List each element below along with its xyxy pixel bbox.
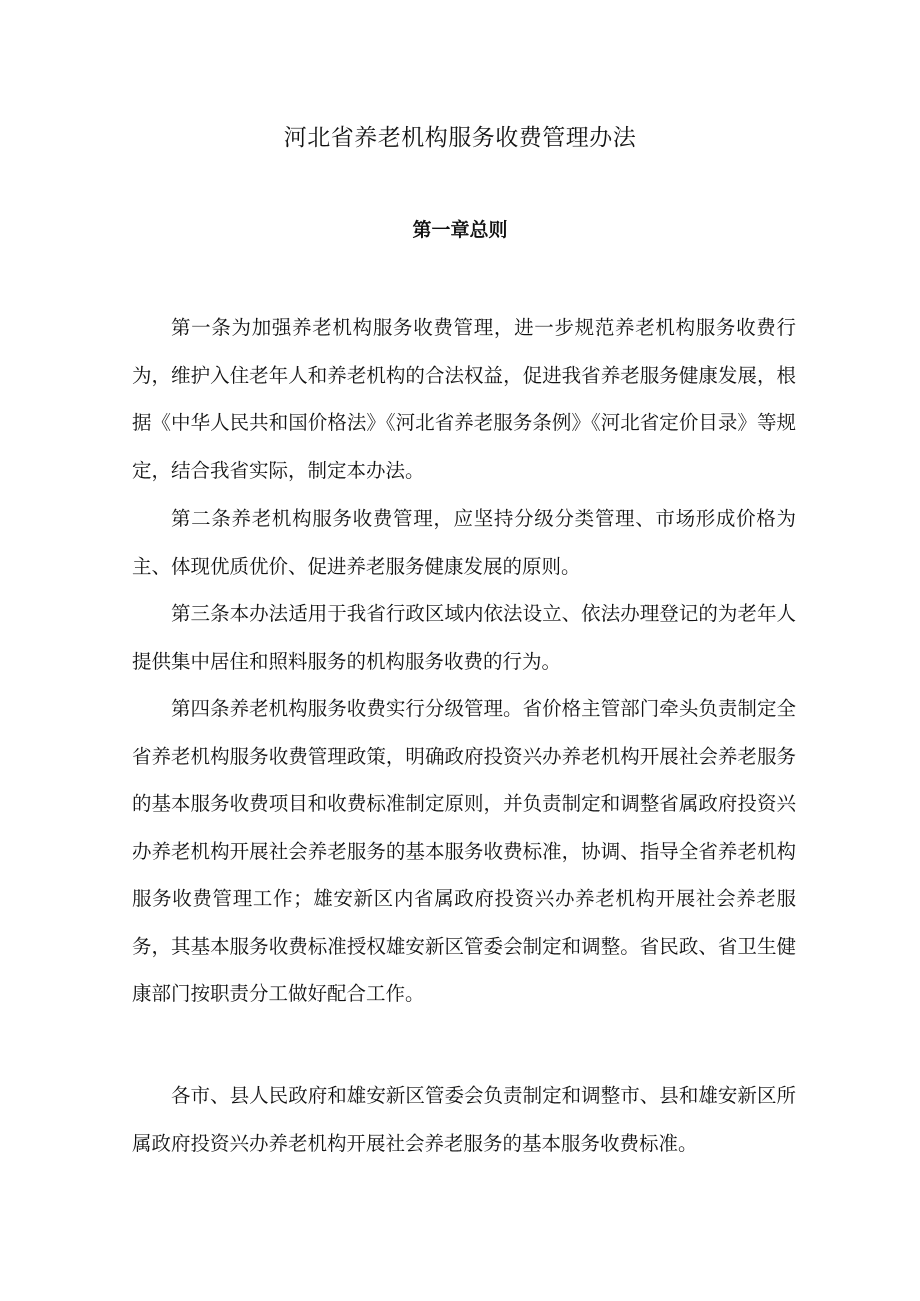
paragraph-article-4-continued: 各市、县人民政府和雄安新区管委会负责制定和调整市、县和雄安新区所属政府投资兴办养老机构开展社会养老服务的基本服务收费标准。	[132, 1084, 796, 1155]
paragraph-article-2: 第二条养老机构服务收费管理，应坚持分级分类管理、市场形成价格为主、体现优质优价、促进养老服务健康发展的原则。	[132, 507, 796, 578]
paragraph-article-4: 第四条养老机构服务收费实行分级管理。省价格主管部门牵头负责制定全省养老机构服务收费管理政策，明确政府投资兴办养老机构开展社会养老服务的基本服务收费项目和收费标准制定原则，并负责制定和调整省属政府投资兴办养老机构开展社会养老服务的基本服务收费标准，协调、指导全省养老机构服务收费管理工作；雄安新区内省属政府投资兴办养老机构开展社会养老服务，其基本服务收费标准授权雄安新区管委会制定和调整。省民政、省卫生健康部门按职责分工做好配合工作。	[132, 697, 796, 1005]
paragraph-article-1: 第一条为加强养老机构服务收费管理，进一步规范养老机构服务收费行为，维护入住老年人和养老机构的合法权益，促进我省养老服务健康发展，根据《中华人民共和国价格法》《河北省养老服务条例》《河北省定价目录》等规定，结合我省实际，制定本办法。	[132, 316, 796, 482]
paragraph-article-3: 第三条本办法适用于我省行政区域内依法设立、依法办理登记的为老年人提供集中居住和照料服务的机构服务收费的行为。	[132, 602, 796, 673]
document-title: 河北省养老机构服务收费管理办法	[283, 125, 637, 151]
chapter-heading: 第一章总则	[412, 219, 508, 241]
